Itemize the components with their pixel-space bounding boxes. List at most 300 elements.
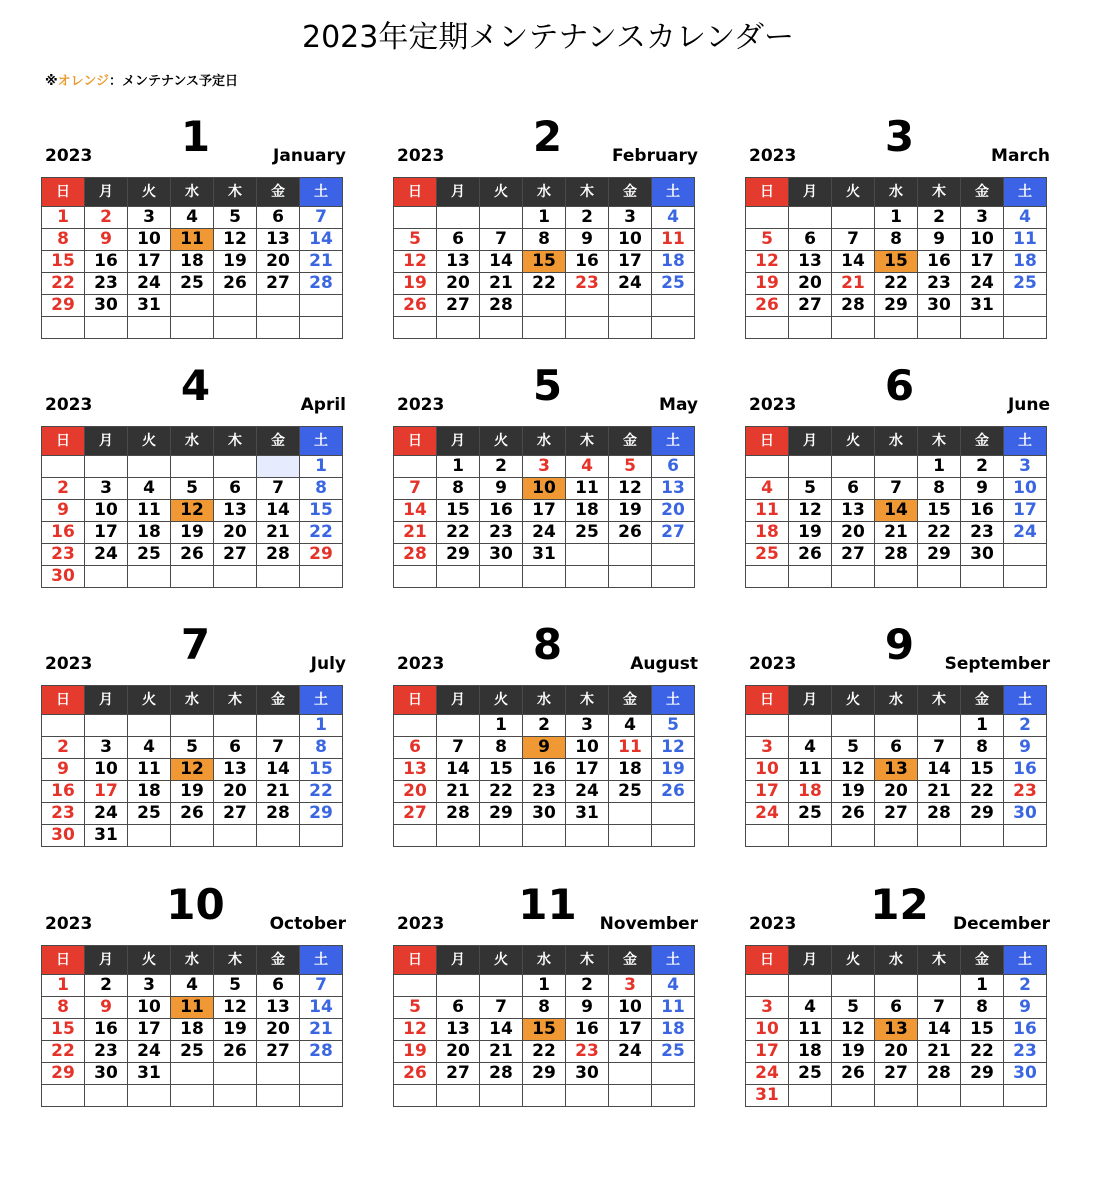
weekday-header: 木 — [566, 946, 609, 975]
day-cell: 30 — [42, 825, 85, 847]
day-cell: 9 — [85, 229, 128, 251]
weekday-header: 木 — [566, 427, 609, 456]
weekday-header: 木 — [214, 946, 257, 975]
day-cell: 15 — [42, 1019, 85, 1041]
day-cell: 25 — [746, 544, 789, 566]
month-year: 2023 — [749, 395, 797, 415]
empty-cell — [257, 715, 300, 737]
weekday-header: 土 — [300, 427, 343, 456]
weekday-header: 水 — [523, 427, 566, 456]
weekday-header: 火 — [128, 686, 171, 715]
month-block-august — [393, 621, 702, 851]
day-cell: 19 — [171, 781, 214, 803]
day-cell: 13 — [832, 500, 875, 522]
day-cell: 27 — [437, 295, 480, 317]
day-cell: 21 — [300, 1019, 343, 1041]
empty-cell — [961, 1085, 1004, 1107]
day-cell: 12 — [214, 229, 257, 251]
day-cell: 19 — [789, 522, 832, 544]
week-row — [746, 1085, 1047, 1107]
empty-cell — [832, 1085, 875, 1107]
empty-cell — [128, 317, 171, 339]
weekday-header: 火 — [832, 946, 875, 975]
day-cell: 1 — [523, 207, 566, 229]
day-cell: 7 — [832, 229, 875, 251]
month-number: 11 — [518, 880, 577, 929]
weekday-header: 日 — [42, 178, 85, 207]
empty-cell — [789, 207, 832, 229]
week-row — [42, 456, 343, 478]
day-cell: 17 — [609, 1019, 652, 1041]
day-cell: 28 — [437, 803, 480, 825]
day-cell: 2 — [1004, 975, 1047, 997]
empty-cell — [437, 566, 480, 588]
day-cell: 23 — [480, 522, 523, 544]
empty-cell — [171, 295, 214, 317]
week-row — [42, 478, 343, 500]
weekday-header: 月 — [437, 427, 480, 456]
empty-cell — [300, 317, 343, 339]
maintenance-day-cell: 13 — [875, 1019, 918, 1041]
day-cell: 30 — [1004, 1063, 1047, 1085]
day-cell: 11 — [652, 229, 695, 251]
day-cell: 5 — [832, 737, 875, 759]
week-row — [746, 715, 1047, 737]
day-cell: 7 — [480, 997, 523, 1019]
empty-cell — [746, 317, 789, 339]
day-cell: 11 — [128, 500, 171, 522]
month-grid — [41, 426, 343, 588]
empty-cell — [1004, 1085, 1047, 1107]
day-cell: 25 — [128, 544, 171, 566]
day-cell: 19 — [652, 759, 695, 781]
empty-cell — [437, 715, 480, 737]
day-cell: 8 — [300, 737, 343, 759]
week-row — [42, 251, 343, 273]
week-row — [394, 456, 695, 478]
day-cell: 4 — [171, 975, 214, 997]
day-cell: 10 — [85, 500, 128, 522]
weekday-header: 木 — [214, 686, 257, 715]
day-cell: 8 — [42, 229, 85, 251]
day-cell: 9 — [566, 997, 609, 1019]
day-cell: 2 — [480, 456, 523, 478]
day-cell: 14 — [257, 759, 300, 781]
day-cell: 24 — [961, 273, 1004, 295]
day-cell: 1 — [42, 207, 85, 229]
day-cell: 20 — [394, 781, 437, 803]
day-cell: 5 — [652, 715, 695, 737]
day-cell: 6 — [832, 478, 875, 500]
day-cell: 16 — [1004, 759, 1047, 781]
month-english-name: April — [300, 395, 346, 415]
week-row — [42, 1085, 343, 1107]
empty-cell — [746, 207, 789, 229]
day-cell: 8 — [42, 997, 85, 1019]
empty-cell — [214, 1063, 257, 1085]
day-cell: 15 — [437, 500, 480, 522]
empty-cell — [652, 566, 695, 588]
week-row — [746, 478, 1047, 500]
day-cell: 14 — [918, 759, 961, 781]
empty-cell — [394, 825, 437, 847]
day-cell: 23 — [85, 273, 128, 295]
day-cell: 13 — [214, 759, 257, 781]
day-cell: 23 — [42, 803, 85, 825]
week-row — [394, 566, 695, 588]
day-cell: 2 — [566, 207, 609, 229]
empty-cell — [214, 825, 257, 847]
day-cell: 18 — [171, 1019, 214, 1041]
day-cell: 14 — [300, 997, 343, 1019]
day-cell: 30 — [523, 803, 566, 825]
day-cell: 9 — [42, 500, 85, 522]
day-cell: 30 — [1004, 803, 1047, 825]
day-cell: 9 — [480, 478, 523, 500]
day-cell: 8 — [523, 229, 566, 251]
empty-cell — [746, 566, 789, 588]
day-cell: 8 — [961, 737, 1004, 759]
day-cell: 31 — [746, 1085, 789, 1107]
day-cell: 22 — [42, 1041, 85, 1063]
legend — [45, 70, 238, 89]
maintenance-day-cell: 15 — [523, 251, 566, 273]
week-row — [394, 1063, 695, 1085]
weekday-header: 火 — [480, 946, 523, 975]
weekday-header: 金 — [257, 946, 300, 975]
day-cell: 30 — [85, 1063, 128, 1085]
maintenance-day-cell: 15 — [875, 251, 918, 273]
maintenance-day-cell: 12 — [171, 500, 214, 522]
empty-cell — [42, 715, 85, 737]
weekday-header-row — [394, 946, 695, 975]
day-cell: 21 — [394, 522, 437, 544]
month-block-february — [393, 113, 702, 343]
weekday-header: 土 — [1004, 178, 1047, 207]
day-cell: 8 — [961, 997, 1004, 1019]
empty-cell — [257, 317, 300, 339]
day-cell: 15 — [300, 500, 343, 522]
page-title: 2023年定期メンテナンスカレンダー — [302, 20, 794, 55]
week-row — [746, 456, 1047, 478]
weekday-header: 木 — [566, 178, 609, 207]
empty-cell — [1004, 566, 1047, 588]
day-cell: 17 — [746, 781, 789, 803]
day-cell: 18 — [128, 781, 171, 803]
empty-cell — [1004, 825, 1047, 847]
day-cell: 3 — [961, 207, 1004, 229]
legend-prefix: ※ — [45, 74, 58, 89]
weekday-header: 水 — [523, 178, 566, 207]
day-cell: 17 — [85, 522, 128, 544]
day-cell: 18 — [652, 251, 695, 273]
day-cell: 28 — [832, 295, 875, 317]
day-cell: 22 — [437, 522, 480, 544]
day-cell: 1 — [42, 975, 85, 997]
day-cell: 29 — [480, 803, 523, 825]
day-cell: 13 — [257, 229, 300, 251]
day-cell: 31 — [128, 1063, 171, 1085]
day-cell: 10 — [566, 737, 609, 759]
weekday-header: 金 — [961, 427, 1004, 456]
weekday-header: 金 — [257, 686, 300, 715]
empty-cell — [394, 975, 437, 997]
day-cell: 27 — [437, 1063, 480, 1085]
week-row — [394, 317, 695, 339]
day-cell: 7 — [480, 229, 523, 251]
day-cell: 26 — [746, 295, 789, 317]
empty-cell — [875, 825, 918, 847]
month-number: 4 — [180, 361, 211, 410]
day-cell: 1 — [437, 456, 480, 478]
day-cell: 29 — [523, 1063, 566, 1085]
day-cell: 6 — [875, 737, 918, 759]
week-row — [394, 478, 695, 500]
month-year: 2023 — [397, 395, 445, 415]
empty-cell — [609, 566, 652, 588]
day-cell: 22 — [961, 1041, 1004, 1063]
day-cell: 6 — [257, 975, 300, 997]
day-cell: 23 — [85, 1041, 128, 1063]
day-cell: 30 — [961, 544, 1004, 566]
day-cell: 15 — [918, 500, 961, 522]
weekday-header: 日 — [394, 946, 437, 975]
empty-cell — [171, 566, 214, 588]
weekday-header-row — [394, 178, 695, 207]
day-cell: 26 — [832, 803, 875, 825]
empty-cell — [394, 317, 437, 339]
month-grid — [745, 685, 1047, 847]
empty-cell — [480, 566, 523, 588]
month-number: 10 — [166, 880, 225, 929]
empty-cell — [128, 825, 171, 847]
weekday-header: 月 — [789, 427, 832, 456]
day-cell: 29 — [300, 803, 343, 825]
week-row — [746, 803, 1047, 825]
day-cell: 27 — [214, 544, 257, 566]
day-cell: 31 — [523, 544, 566, 566]
month-grid — [745, 945, 1047, 1107]
day-cell: 27 — [652, 522, 695, 544]
day-cell: 29 — [42, 1063, 85, 1085]
day-cell: 14 — [832, 251, 875, 273]
day-cell: 25 — [652, 273, 695, 295]
weekday-header: 木 — [918, 178, 961, 207]
day-cell: 18 — [789, 1041, 832, 1063]
month-block-july — [41, 621, 350, 851]
day-cell: 24 — [128, 273, 171, 295]
day-cell: 4 — [789, 997, 832, 1019]
empty-cell — [746, 715, 789, 737]
day-cell: 16 — [961, 500, 1004, 522]
day-cell: 26 — [214, 273, 257, 295]
weekday-header: 木 — [214, 427, 257, 456]
day-cell: 18 — [609, 759, 652, 781]
day-cell: 7 — [394, 478, 437, 500]
empty-cell — [652, 1085, 695, 1107]
month-block-march — [745, 113, 1054, 343]
month-block-may — [393, 362, 702, 592]
month-english-name: September — [944, 654, 1050, 674]
week-row — [42, 273, 343, 295]
week-row — [394, 825, 695, 847]
maintenance-day-cell: 15 — [523, 1019, 566, 1041]
weekday-header-row — [42, 427, 343, 456]
weekday-header: 金 — [609, 178, 652, 207]
week-row — [394, 522, 695, 544]
week-row — [746, 566, 1047, 588]
maintenance-day-cell: 10 — [523, 478, 566, 500]
day-cell: 6 — [394, 737, 437, 759]
day-cell: 27 — [875, 1063, 918, 1085]
day-cell: 19 — [609, 500, 652, 522]
day-cell: 10 — [746, 1019, 789, 1041]
empty-cell — [832, 317, 875, 339]
empty-cell — [437, 825, 480, 847]
week-row — [746, 825, 1047, 847]
day-cell: 2 — [85, 207, 128, 229]
weekday-header: 水 — [875, 686, 918, 715]
empty-cell — [832, 975, 875, 997]
month-english-name: January — [273, 146, 346, 166]
day-cell: 2 — [85, 975, 128, 997]
weekday-header: 金 — [609, 686, 652, 715]
day-cell: 25 — [789, 1063, 832, 1085]
week-row — [746, 229, 1047, 251]
weekday-header-row — [42, 946, 343, 975]
day-cell: 18 — [171, 251, 214, 273]
day-cell: 24 — [566, 781, 609, 803]
empty-cell — [566, 295, 609, 317]
day-cell: 4 — [609, 715, 652, 737]
weekday-header: 木 — [214, 178, 257, 207]
week-row — [42, 715, 343, 737]
week-row — [42, 544, 343, 566]
month-block-june — [745, 362, 1054, 592]
day-cell: 20 — [214, 781, 257, 803]
month-grid — [41, 685, 343, 847]
weekday-header: 日 — [394, 427, 437, 456]
empty-cell — [609, 1085, 652, 1107]
empty-cell — [257, 295, 300, 317]
day-cell: 22 — [523, 1041, 566, 1063]
month-grid — [393, 177, 695, 339]
empty-cell — [746, 825, 789, 847]
empty-cell — [171, 317, 214, 339]
empty-cell — [566, 544, 609, 566]
day-cell: 28 — [257, 803, 300, 825]
day-cell: 19 — [746, 273, 789, 295]
day-cell: 25 — [566, 522, 609, 544]
week-row — [746, 544, 1047, 566]
day-cell: 21 — [875, 522, 918, 544]
day-cell: 30 — [480, 544, 523, 566]
empty-cell — [171, 825, 214, 847]
empty-cell — [832, 566, 875, 588]
day-cell: 15 — [42, 251, 85, 273]
day-cell: 9 — [1004, 997, 1047, 1019]
empty-cell — [480, 207, 523, 229]
day-cell: 4 — [128, 737, 171, 759]
day-cell: 24 — [128, 1041, 171, 1063]
day-cell: 23 — [918, 273, 961, 295]
weekday-header: 土 — [652, 686, 695, 715]
day-cell: 14 — [480, 251, 523, 273]
month-block-april — [41, 362, 350, 592]
day-cell: 4 — [652, 975, 695, 997]
month-english-name: March — [991, 146, 1050, 166]
day-cell: 15 — [961, 759, 1004, 781]
day-cell: 5 — [789, 478, 832, 500]
day-cell: 3 — [85, 737, 128, 759]
day-cell: 23 — [961, 522, 1004, 544]
day-cell: 10 — [128, 997, 171, 1019]
week-row — [746, 273, 1047, 295]
weekday-header: 土 — [1004, 686, 1047, 715]
weekday-header-row — [746, 686, 1047, 715]
empty-cell — [85, 566, 128, 588]
empty-cell — [480, 825, 523, 847]
day-cell: 12 — [789, 500, 832, 522]
day-cell: 21 — [918, 1041, 961, 1063]
day-cell: 13 — [394, 759, 437, 781]
day-cell: 23 — [1004, 781, 1047, 803]
week-row — [42, 1063, 343, 1085]
day-cell: 20 — [214, 522, 257, 544]
day-cell: 16 — [42, 522, 85, 544]
empty-cell — [832, 715, 875, 737]
empty-cell — [171, 1063, 214, 1085]
month-block-december — [745, 881, 1054, 1111]
day-cell: 11 — [128, 759, 171, 781]
week-row — [42, 295, 343, 317]
day-cell: 19 — [214, 1019, 257, 1041]
empty-cell — [1004, 317, 1047, 339]
day-cell: 12 — [609, 478, 652, 500]
day-cell: 17 — [1004, 500, 1047, 522]
weekday-header: 水 — [875, 946, 918, 975]
empty-cell — [875, 456, 918, 478]
day-cell: 26 — [171, 803, 214, 825]
day-cell: 28 — [875, 544, 918, 566]
empty-cell — [394, 456, 437, 478]
day-cell: 30 — [566, 1063, 609, 1085]
day-cell: 14 — [918, 1019, 961, 1041]
empty-cell — [961, 317, 1004, 339]
empty-cell — [789, 566, 832, 588]
empty-cell — [875, 975, 918, 997]
month-number: 2 — [532, 112, 563, 161]
day-cell: 19 — [394, 1041, 437, 1063]
day-cell: 2 — [42, 737, 85, 759]
weekday-header: 土 — [652, 427, 695, 456]
day-cell: 15 — [300, 759, 343, 781]
day-cell: 5 — [214, 975, 257, 997]
weekday-header: 土 — [300, 686, 343, 715]
empty-cell — [566, 825, 609, 847]
weekday-header: 木 — [918, 686, 961, 715]
day-cell: 23 — [566, 1041, 609, 1063]
day-cell: 27 — [875, 803, 918, 825]
legend-description: ：メンテナンス予定日 — [109, 74, 238, 89]
empty-cell — [746, 456, 789, 478]
day-cell: 7 — [300, 207, 343, 229]
day-cell: 29 — [42, 295, 85, 317]
month-english-name: February — [611, 146, 698, 166]
day-cell: 8 — [300, 478, 343, 500]
week-row — [42, 522, 343, 544]
empty-cell — [214, 317, 257, 339]
